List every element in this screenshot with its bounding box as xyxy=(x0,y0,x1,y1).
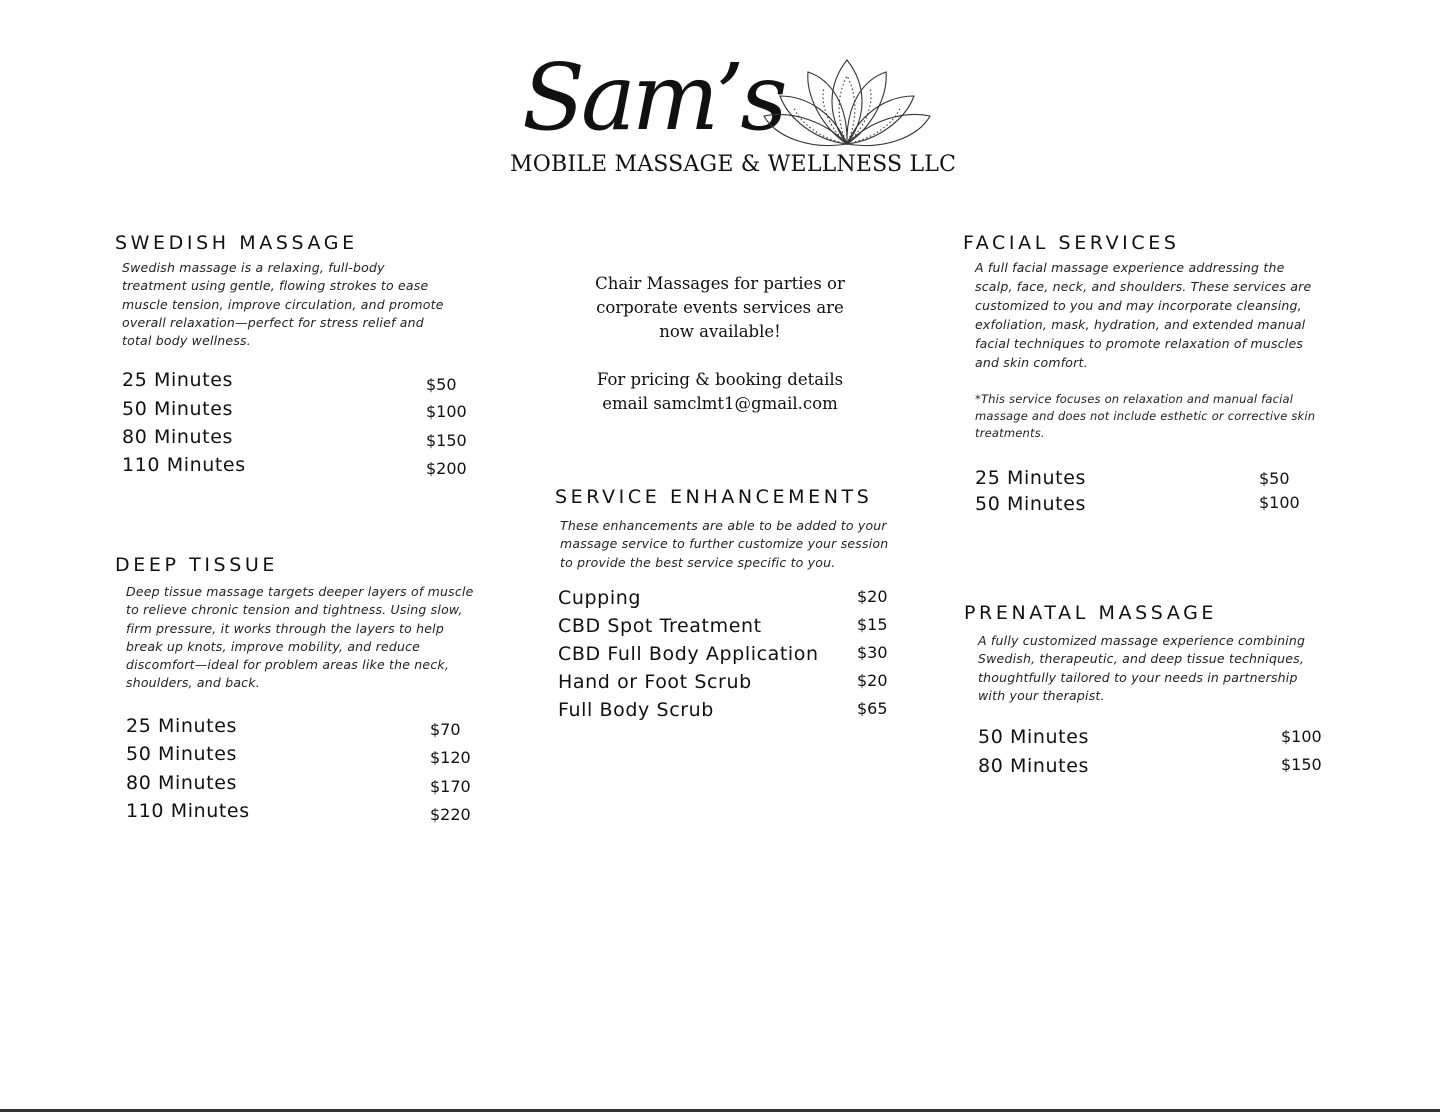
swedish-row-price: $200 xyxy=(426,459,467,478)
swedish-row-price: $50 xyxy=(426,375,457,394)
enhancement-row-price: $20 xyxy=(857,587,888,606)
deep-tissue-title: DEEP TISSUE xyxy=(115,554,278,576)
enhancement-row-label: CBD Full Body Application xyxy=(558,643,819,665)
facial-row-label: 50 Minutes xyxy=(975,493,1087,515)
facial-services-title: FACIAL SERVICES xyxy=(963,232,1180,254)
facial-services-description: A full facial massage experience addressing the scalp, face, neck, and shoulders. These services are customized to you and may incorporate cleansing, exfoliation, mask, hydration, and extended manual facial techniques to promote relaxation of muscles and skin comfort. xyxy=(975,260,1312,370)
enhancement-row-label: Hand or Foot Scrub xyxy=(558,671,752,693)
prenatal-massage-description: A fully customized massage experience combining Swedish, therapeutic, and deep tissue techniques, thoughtfully tailored to your needs in partnership with your therapist. xyxy=(978,633,1306,703)
chair-massage-notice: Chair Massages for parties or corporate events services are now available! For pricing & booking details email samclmt1@gmail.com xyxy=(570,272,870,416)
swedish-massage-title: SWEDISH MASSAGE xyxy=(115,232,358,254)
booking-email: email samclmt1@gmail.com xyxy=(602,394,838,413)
swedish-massage-description: Swedish massage is a relaxing, full-body treatment using gentle, flowing strokes to ease muscle tension, improve circulation, and promote overall relaxation—perfect for stress relief and total body wellness. xyxy=(122,260,444,349)
deep-tissue-row-label: 80 Minutes xyxy=(126,772,238,794)
deep-tissue-row-price: $170 xyxy=(430,777,471,796)
swedish-row-label: 50 Minutes xyxy=(122,398,234,420)
prenatal-row-label: 50 Minutes xyxy=(978,726,1090,748)
enhancement-row-label: CBD Spot Treatment xyxy=(558,615,762,637)
enhancement-row-price: $65 xyxy=(857,699,888,718)
enhancement-row-label: Full Body Scrub xyxy=(558,699,714,721)
enhancement-row-price: $15 xyxy=(857,615,888,634)
swedish-row-price: $100 xyxy=(426,402,467,421)
enhancement-row-price: $30 xyxy=(857,643,888,662)
deep-tissue-description: Deep tissue massage targets deeper layers of muscle to relieve chronic tension and tightness. Using slow, firm pressure, it works through the layers to help break up knots, improve mobility, and reduce discomfort—ideal for problem areas like the neck, shoulders, and back. xyxy=(126,584,474,691)
deep-tissue-row-label: 110 Minutes xyxy=(126,800,250,822)
deep-tissue-row-price: $120 xyxy=(430,748,471,767)
service-enhancements-title: SERVICE ENHANCEMENTS xyxy=(555,486,873,508)
deep-tissue-row-label: 25 Minutes xyxy=(126,715,238,737)
swedish-row-price: $150 xyxy=(426,431,467,450)
prenatal-row-label: 80 Minutes xyxy=(978,755,1090,777)
swedish-row-label: 110 Minutes xyxy=(122,454,246,476)
enhancement-row-price: $20 xyxy=(857,671,888,690)
logo-subtitle: MOBILE MASSAGE & WELLNESS LLC xyxy=(510,152,957,177)
facial-row-price: $50 xyxy=(1259,469,1290,488)
facial-row-label: 25 Minutes xyxy=(975,467,1087,489)
logo-script-name: Sam’s xyxy=(522,44,784,151)
deep-tissue-row-label: 50 Minutes xyxy=(126,743,238,765)
prenatal-row-price: $150 xyxy=(1281,755,1322,774)
prenatal-massage-title: PRENATAL MASSAGE xyxy=(964,602,1218,624)
deep-tissue-row-price: $220 xyxy=(430,805,471,824)
deep-tissue-row-price: $70 xyxy=(430,720,461,739)
enhancement-row-label: Cupping xyxy=(558,587,642,609)
business-logo xyxy=(500,44,957,190)
prenatal-row-price: $100 xyxy=(1281,727,1322,746)
swedish-row-label: 25 Minutes xyxy=(122,369,234,391)
lotus-icon xyxy=(762,54,932,150)
swedish-row-label: 80 Minutes xyxy=(122,426,234,448)
service-enhancements-description: These enhancements are able to be added to your massage service to further customize your session to provide the best service specific to you. xyxy=(560,518,889,570)
facial-row-price: $100 xyxy=(1259,493,1300,512)
facial-services-note: *This service focuses on relaxation and manual facial massage and does not include esthetic or corrective skin treatments. xyxy=(975,392,1316,440)
